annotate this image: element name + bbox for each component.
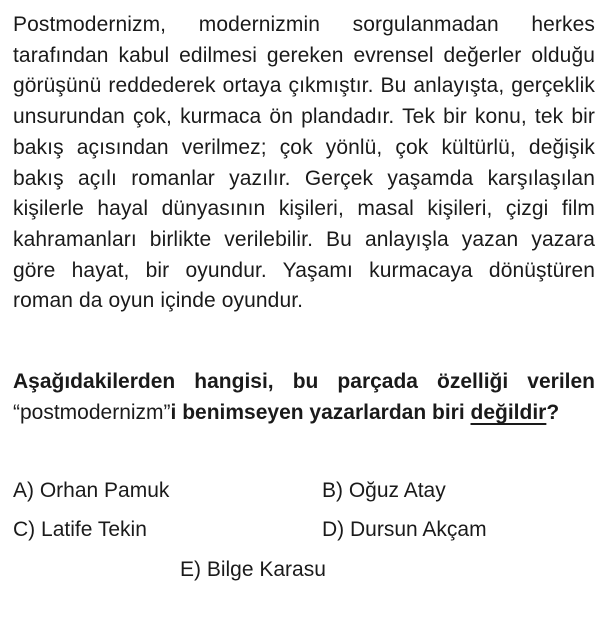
option-e[interactable] (180, 556, 326, 584)
option-letter: D) (322, 518, 345, 541)
question-negative-word: değildir (470, 401, 547, 424)
option-a[interactable] (13, 477, 169, 505)
option-text: Bilge Karasu (206, 558, 326, 581)
question-part-2: i benimseyen yazarlardan biri (170, 401, 465, 424)
option-text: Orhan Pamuk (39, 479, 170, 502)
option-letter: A) (13, 479, 34, 502)
option-c[interactable] (13, 516, 147, 544)
option-d[interactable] (322, 516, 487, 544)
option-letter: C) (13, 518, 36, 541)
option-text: Latife Tekin (41, 518, 147, 541)
question-quoted-term: “postmodernizm” (13, 401, 171, 424)
question-stem (13, 366, 595, 428)
passage-text: Postmodernizm, modernizmin sorgulanmadan herkes tarafından kabul edilmesi gereken evrensel değerler olduğu görüşünü reddederek ortaya çıkmıştır. Bu anlayışta, gerçeklik unsurundan çok, kurmaca ön plandadır. Tek bir konu, tek bir bakış açısından verilmez; çok yönlü, çok kültürlü, değişik bakış açılı romanlar yazılır. Gerçek yaşamda karşılaşılan kişilerle hayal dünyasının kişileri, masal kişileri, çizgi film kahramanları birlikte verilebilir. Bu anlayışla yazan yazara göre hayat, bir oyundur. Yaşamı kurmacaya dönüştüren roman da oyun içinde oyundur. (13, 13, 595, 313)
option-text: Oğuz Atay (348, 479, 446, 502)
option-text: Dursun Akçam (350, 518, 487, 541)
option-letter: B) (322, 479, 343, 502)
question-part-1: Aşağıdakilerden hangisi, bu parçada özelliği verilen (13, 370, 595, 393)
question-mark: ? (546, 401, 560, 424)
option-b[interactable] (322, 477, 446, 505)
option-letter: E) (180, 558, 201, 581)
